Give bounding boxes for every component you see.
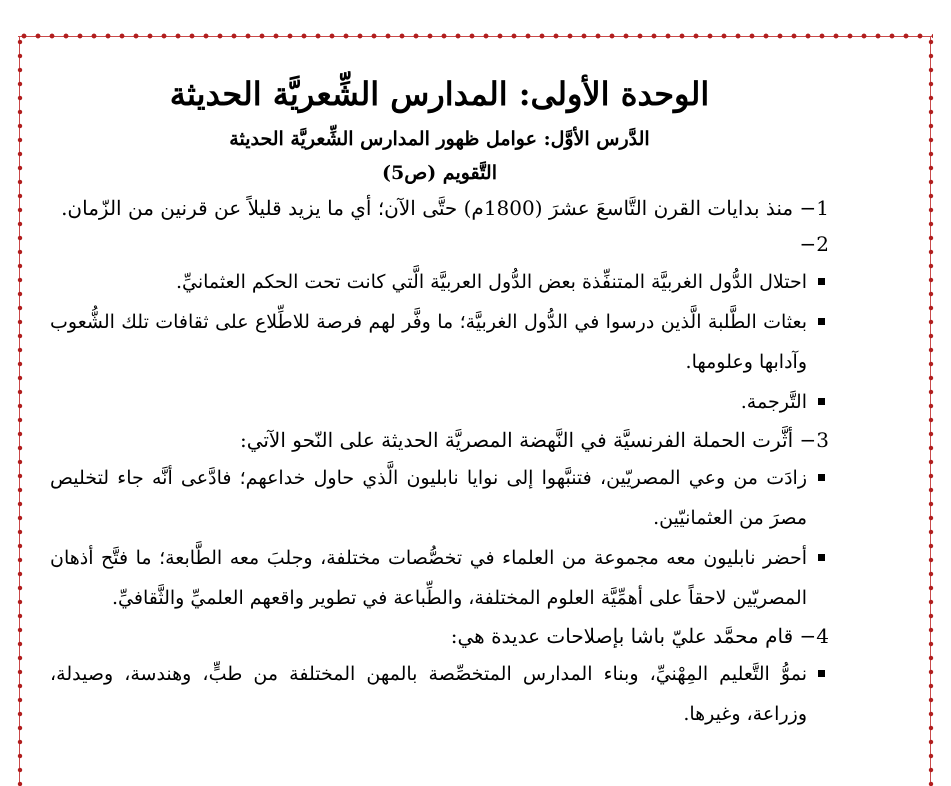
answer-3-list (50, 458, 829, 618)
unit-title: الوحدة الأولى: المدارس الشِّعريَّة الحديثة (169, 75, 710, 113)
bullet-square-icon (818, 398, 825, 405)
list-item: بعثات الطَّلبة الَّذين درسوا في الدُّول الغربيَّة؛ ما وفَّر لهم فرصة للاطِّلاع على ثقافات تلك الشُّعوب وآدابها وعلومها. (50, 302, 829, 382)
decorative-border-right (927, 36, 935, 786)
list-item: أحضر نابليون معه مجموعة من العلماء في تخصُّصات مختلفة، وجلبَ معه الطَّابعة؛ ما فتَّح أذهان المصريّين لاحقاً على أهمِّيَّة العلوم المختلفة، والطِّباعة في تطوير واقعهم العلميِّ والثَّقافيِّ. (50, 538, 829, 618)
document-page (50, 60, 829, 734)
answer-4: 4− قام محمَّد عليّ باشا بإصلاحات عديدة هي: (450, 624, 829, 648)
decorative-border-left (16, 36, 24, 786)
answer-1: 1− منذ بدايات القرن التَّاسعَ عشرَ (1800م) حتَّى الآن؛ أي ما يزيد قليلاً عن قرنين من الزّمان. (61, 196, 829, 220)
answer-2-list (50, 262, 829, 422)
bullet-square-icon (818, 474, 825, 481)
list-item: احتلال الدُّول الغربيَّة المتنفِّذة بعض الدُّول العربيَّة الَّتي كانت تحت الحكم العثمانيِّ. (50, 262, 829, 302)
list-item: زادَت من وعي المصريّين، فتنبَّهوا إلى نوايا نابليون الَّذي حاول خداعهم؛ فادَّعى أنَّه جاء لتخليص مصرَ من العثمانيّين. (50, 458, 829, 538)
answer-2-number: 2− (799, 232, 829, 256)
answer-4-list (50, 654, 829, 734)
bullet-square-icon (818, 318, 825, 325)
list-item: التَّرجمة. (50, 382, 829, 422)
bullet-square-icon (818, 554, 825, 561)
bullet-square-icon (818, 278, 825, 285)
decorative-border-top (18, 30, 933, 42)
list-item: نموُّ التَّعليم المِهْنيِّ، وبناء المدارس المتخصِّصة بالمهن المختلفة من طبٍّ، وهندسة، وصيدلة، وزراعة، وغيرها. (50, 654, 829, 734)
lesson-title: الدَّرس الأوَّل: عوامل ظهور المدارس الشِّعريَّة الحديثة (229, 128, 650, 150)
evaluation-title: التَّقويم (ص5) (382, 162, 497, 184)
bullet-square-icon (818, 670, 825, 677)
answer-3: 3− أثَّرت الحملة الفرنسيَّة في النَّهضة المصريَّة الحديثة على النّحو الآتي: (239, 428, 829, 452)
